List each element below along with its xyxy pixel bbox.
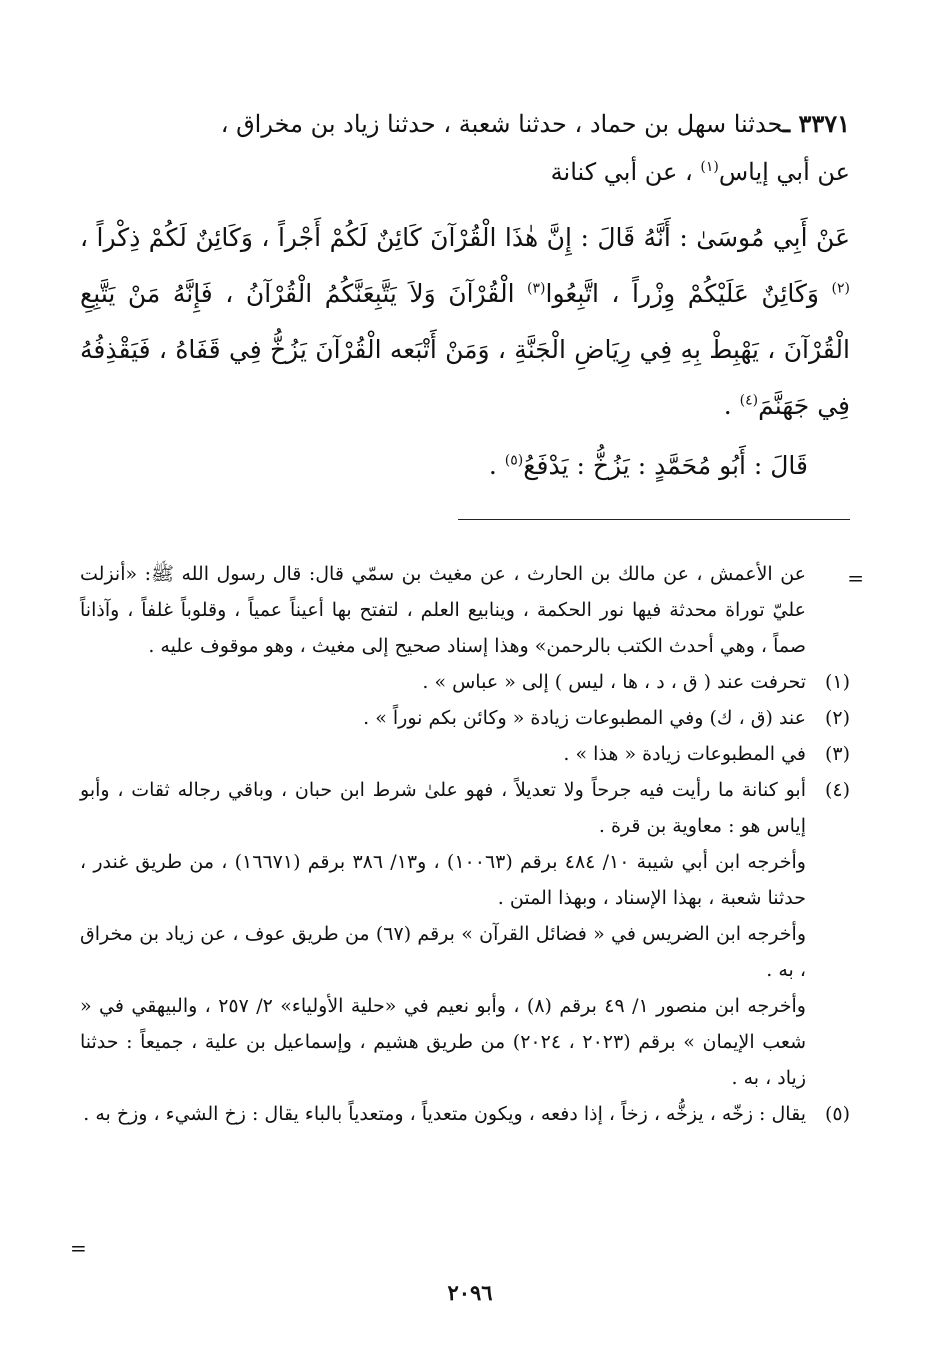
footnote-mark: (٢) bbox=[824, 707, 850, 729]
footnote-paragraph: وأخرجه ابن منصور ١/ ٤٩ برقم (٨) ، وأبو نعيم في «حلية الأولياء» ٢/ ٢٥٧ ، والبيهقي في « شعب الإيمان » برقم (٢٠٢٣ ، ٢٠٢٤) من طريق هشيم ، وإسماعيل بن علية ، جميعاً : حدثنا زياد ، به . bbox=[80, 995, 806, 1089]
footnote-mark: (٣) bbox=[824, 743, 850, 765]
matn-text-d: . bbox=[723, 391, 740, 420]
footnote-paragraph: تحرفت عند ( ق ، د ، ها ، ليس ) إلى « عباس » . bbox=[422, 671, 806, 693]
footnote-ref-4: (٤) bbox=[739, 392, 759, 409]
footnote-body bbox=[80, 736, 806, 772]
footnote-ref-2: (٢) bbox=[831, 280, 850, 297]
footnote bbox=[80, 664, 850, 700]
page-number: ٢٠٩٦ bbox=[447, 1280, 493, 1305]
isnad bbox=[80, 100, 850, 196]
footnote-paragraph: وأخرجه ابن الضريس في « فضائل القرآن » برقم (٦٧) من طريق عوف ، عن زياد بن مخراق ، به . bbox=[80, 923, 806, 981]
continuation-mark-top: = bbox=[847, 566, 864, 590]
footnote-mark: (١) bbox=[824, 671, 850, 693]
footnote-continuation bbox=[80, 556, 850, 664]
footnotes bbox=[80, 556, 850, 1132]
footnote-paragraph: عند (ق ، ك) وفي المطبوعات زيادة « وكائن بكم نوراً » . bbox=[363, 707, 806, 729]
footnote-ref-3: (٣) bbox=[527, 280, 546, 297]
footnote bbox=[80, 772, 850, 1096]
matn-text-b: وَكَائِنٌ عَلَيْكُمْ وِزْراً ، اتَّبِعُوا bbox=[545, 279, 832, 308]
qala-line bbox=[80, 438, 850, 494]
hadith-number: ٣٣٧١ ـ bbox=[783, 109, 850, 138]
footnote-paragraph: وأخرجه ابن أبي شيبة ١٠/ ٤٨٤ برقم (١٠٠٦٣) ، و١٣/ ٣٨٦ برقم (١٦٦٧١) ، من طريق غندر ، حدثنا شعبة ، بهذا الإسناد ، وبهذا المتن . bbox=[80, 851, 806, 909]
footnote-body bbox=[80, 664, 806, 700]
isnad-line-1 bbox=[80, 100, 850, 148]
footnote bbox=[80, 1096, 850, 1132]
isnad-text-1: حدثنا سهل بن حماد ، حدثنا شعبة ، حدثنا زياد بن مخراق ، bbox=[220, 110, 784, 138]
isnad-text-2a: عن أبي إياس bbox=[718, 158, 850, 186]
footnote bbox=[80, 700, 850, 736]
matn-text-c: الْقُرْآنَ وَلاَ يَتَّبِعَنَّكُمُ الْقُرْآنُ ، فَإِنَّهُ مَنْ يَتَّبِعِ الْقُرْآنَ ، يَهْبِطْ بِهِ فِي رِيَاضِ الْجَنَّةِ ، وَمَنْ أَتْبَعه الْقُرْآنَ يَزُخُّ فِي قَفَاهُ ، فَيَقْذِفُهُ فِي جَهَنَّمَ bbox=[80, 279, 850, 420]
isnad-text-2b: ، عن أبي كنانة bbox=[550, 158, 701, 186]
continuation-mark-bottom: = bbox=[70, 1236, 87, 1260]
footnote-ref-5: (٥) bbox=[504, 452, 524, 469]
isnad-line-2 bbox=[80, 148, 850, 196]
footnote-paragraph: يقال : زخّه ، يزخُّه ، زخاً ، إذا دفعه ، ويكون متعدياً ، ومتعدياً بالباء يقال : زخ الشيء ، وزخ به . bbox=[83, 1103, 806, 1125]
qala-text: قَالَ : أَبُو مُحَمَّدٍ : يَزُخُّ : يَدْفَعُ bbox=[523, 451, 808, 480]
footnote-body bbox=[80, 772, 806, 1096]
footnote-mark: (٤) bbox=[824, 779, 850, 801]
footnote-continuation-text: عن الأعمش ، عن مالك بن الحارث ، عن مغيث بن سمّي قال: قال رسول الله ﷺ: «أنزلت عليّ توراة محدثة فيها نور الحكمة ، وينابيع العلم ، لتفتح بها أعيناً عمياً ، وقلوباً غلفاً ، وآذاناً صماً ، وهي أحدث الكتب بالرحمن» وهذا إسناد صحيح إلى مغيث ، وهو موقوف عليه . bbox=[80, 563, 806, 657]
matn-text-a: عَنْ أَبِي مُوسَىٰ : أَنَّهُ قَالَ : إِنَّ هٰذَا الْقُرْآنَ كَائِنٌ لَكُمْ أَجْراً ، وَكَائِنٌ لَكُمْ ذِكْراً ، bbox=[80, 223, 850, 252]
qala-end: . bbox=[488, 451, 505, 480]
footnote-paragraph: أبو كنانة ما رأيت فيه جرحاً ولا تعديلاً ، فهو علىٰ شرط ابن حبان ، وباقي رجاله ثقات ، وأبو إياس هو : معاوية بن قرة . bbox=[80, 779, 806, 837]
footnote-mark: (٥) bbox=[824, 1103, 850, 1125]
footnote bbox=[80, 736, 850, 772]
footnote-ref-1: (١) bbox=[700, 159, 719, 175]
main-text bbox=[80, 100, 850, 494]
footnote-paragraph: في المطبوعات زيادة « هذا » . bbox=[563, 743, 806, 765]
footnote-separator bbox=[458, 519, 850, 520]
footnote-body bbox=[80, 700, 806, 736]
footnote-body bbox=[80, 1096, 806, 1132]
matn bbox=[80, 210, 850, 434]
